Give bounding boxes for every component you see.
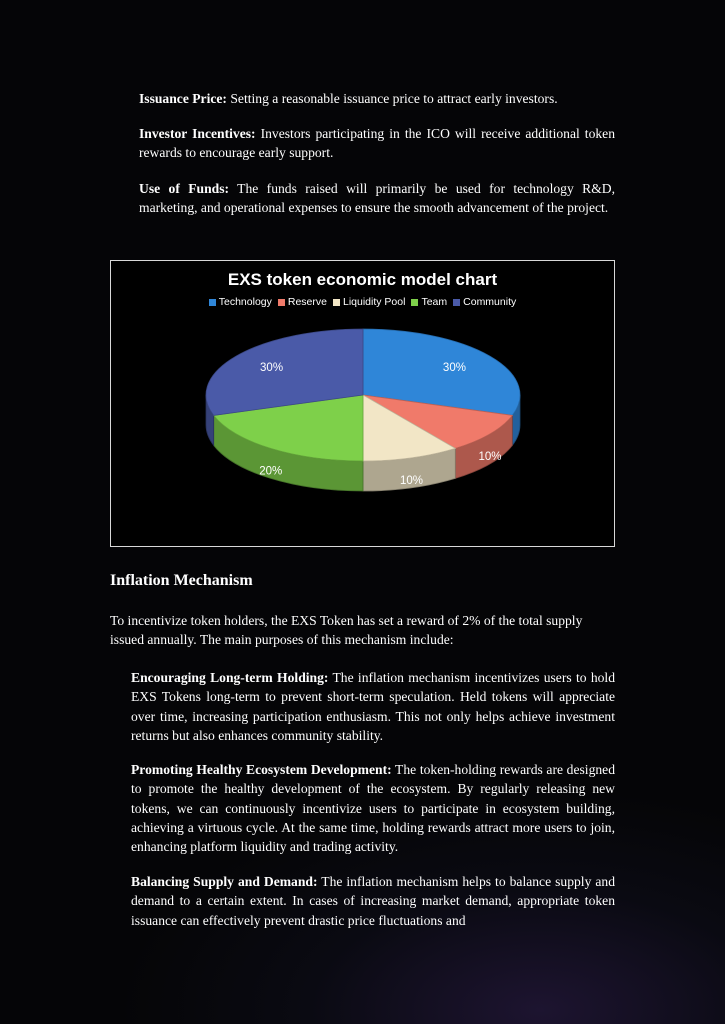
- supply-demand-text: The inflation mechanism helps to balance supply and demand to a certain extent. In cases of increasing market demand, appropriate token issuance can effectively prevent drastic price fluctuations and: [131, 874, 615, 928]
- investor-incentives-label: Investor Incentives:: [139, 126, 256, 141]
- chart-title: EXS token economic model chart: [227, 270, 498, 289]
- legend-label: Reserve: [287, 296, 327, 308]
- legend-label: Team: [421, 296, 448, 308]
- data-label-technology: 30%: [442, 362, 466, 375]
- long-term-holding-paragraph: [131, 668, 615, 745]
- investor-incentives-text: Investors participating in the ICO will receive additional token rewards to encourage early support.: [139, 126, 615, 160]
- legend-label: Community: [463, 296, 517, 308]
- legend-label: Technology: [218, 296, 272, 308]
- issuance-price-label: Issuance Price:: [139, 91, 227, 106]
- data-label-team: 20%: [259, 465, 283, 478]
- use-of-funds-text: The funds raised will primarily be used for technology R&D, marketing, and operational expenses to ensure the smooth advancement of the project.: [139, 181, 615, 215]
- data-label-community: 30%: [260, 362, 284, 375]
- ecosystem-development-text: The token-holding rewards are designed to promote the healthy development of the ecosystem. By regularly releasing new tokens, we can continuously incentivize users to participate in ecosystem building, achieving a virtuous cycle. At the same time, holding rewards attract more users to join, enhancing platform liquidity and trading activity.: [131, 762, 615, 855]
- issuance-price-paragraph: [139, 89, 615, 108]
- ecosystem-development-paragraph: [131, 760, 615, 856]
- data-label-reserve: 10%: [478, 450, 502, 463]
- section-intro: To incentivize token holders, the EXS Token has set a reward of 2% of the total supply issued annually. The main purposes of this mechanism include:: [110, 613, 583, 648]
- use-of-funds-paragraph: [139, 179, 615, 217]
- supply-demand-label: Balancing Supply and Demand:: [131, 874, 318, 889]
- ecosystem-development-label: Promoting Healthy Ecosystem Development:: [131, 762, 392, 777]
- data-label-liquidity-pool: 10%: [400, 474, 424, 487]
- legend-label: Liquidity Pool: [342, 296, 406, 308]
- token-model-chart: [110, 260, 615, 547]
- use-of-funds-label: Use of Funds:: [139, 181, 230, 196]
- section-heading: Inflation Mechanism: [110, 572, 253, 589]
- long-term-holding-label: Encouraging Long-term Holding:: [131, 670, 329, 685]
- issuance-price-text: Setting a reasonable issuance price to attract early investors.: [226, 91, 558, 106]
- long-term-holding-text: The inflation mechanism incentivizes users to hold EXS Tokens long-term to prevent short-term speculation. Held tokens will appreciate over time, increasing participation enthusiasm. This not only helps achieve investment returns but also enhances community stability.: [131, 670, 615, 743]
- supply-demand-paragraph: [131, 872, 615, 930]
- investor-incentives-paragraph: [139, 124, 615, 162]
- pie-chart-3d: [111, 261, 614, 546]
